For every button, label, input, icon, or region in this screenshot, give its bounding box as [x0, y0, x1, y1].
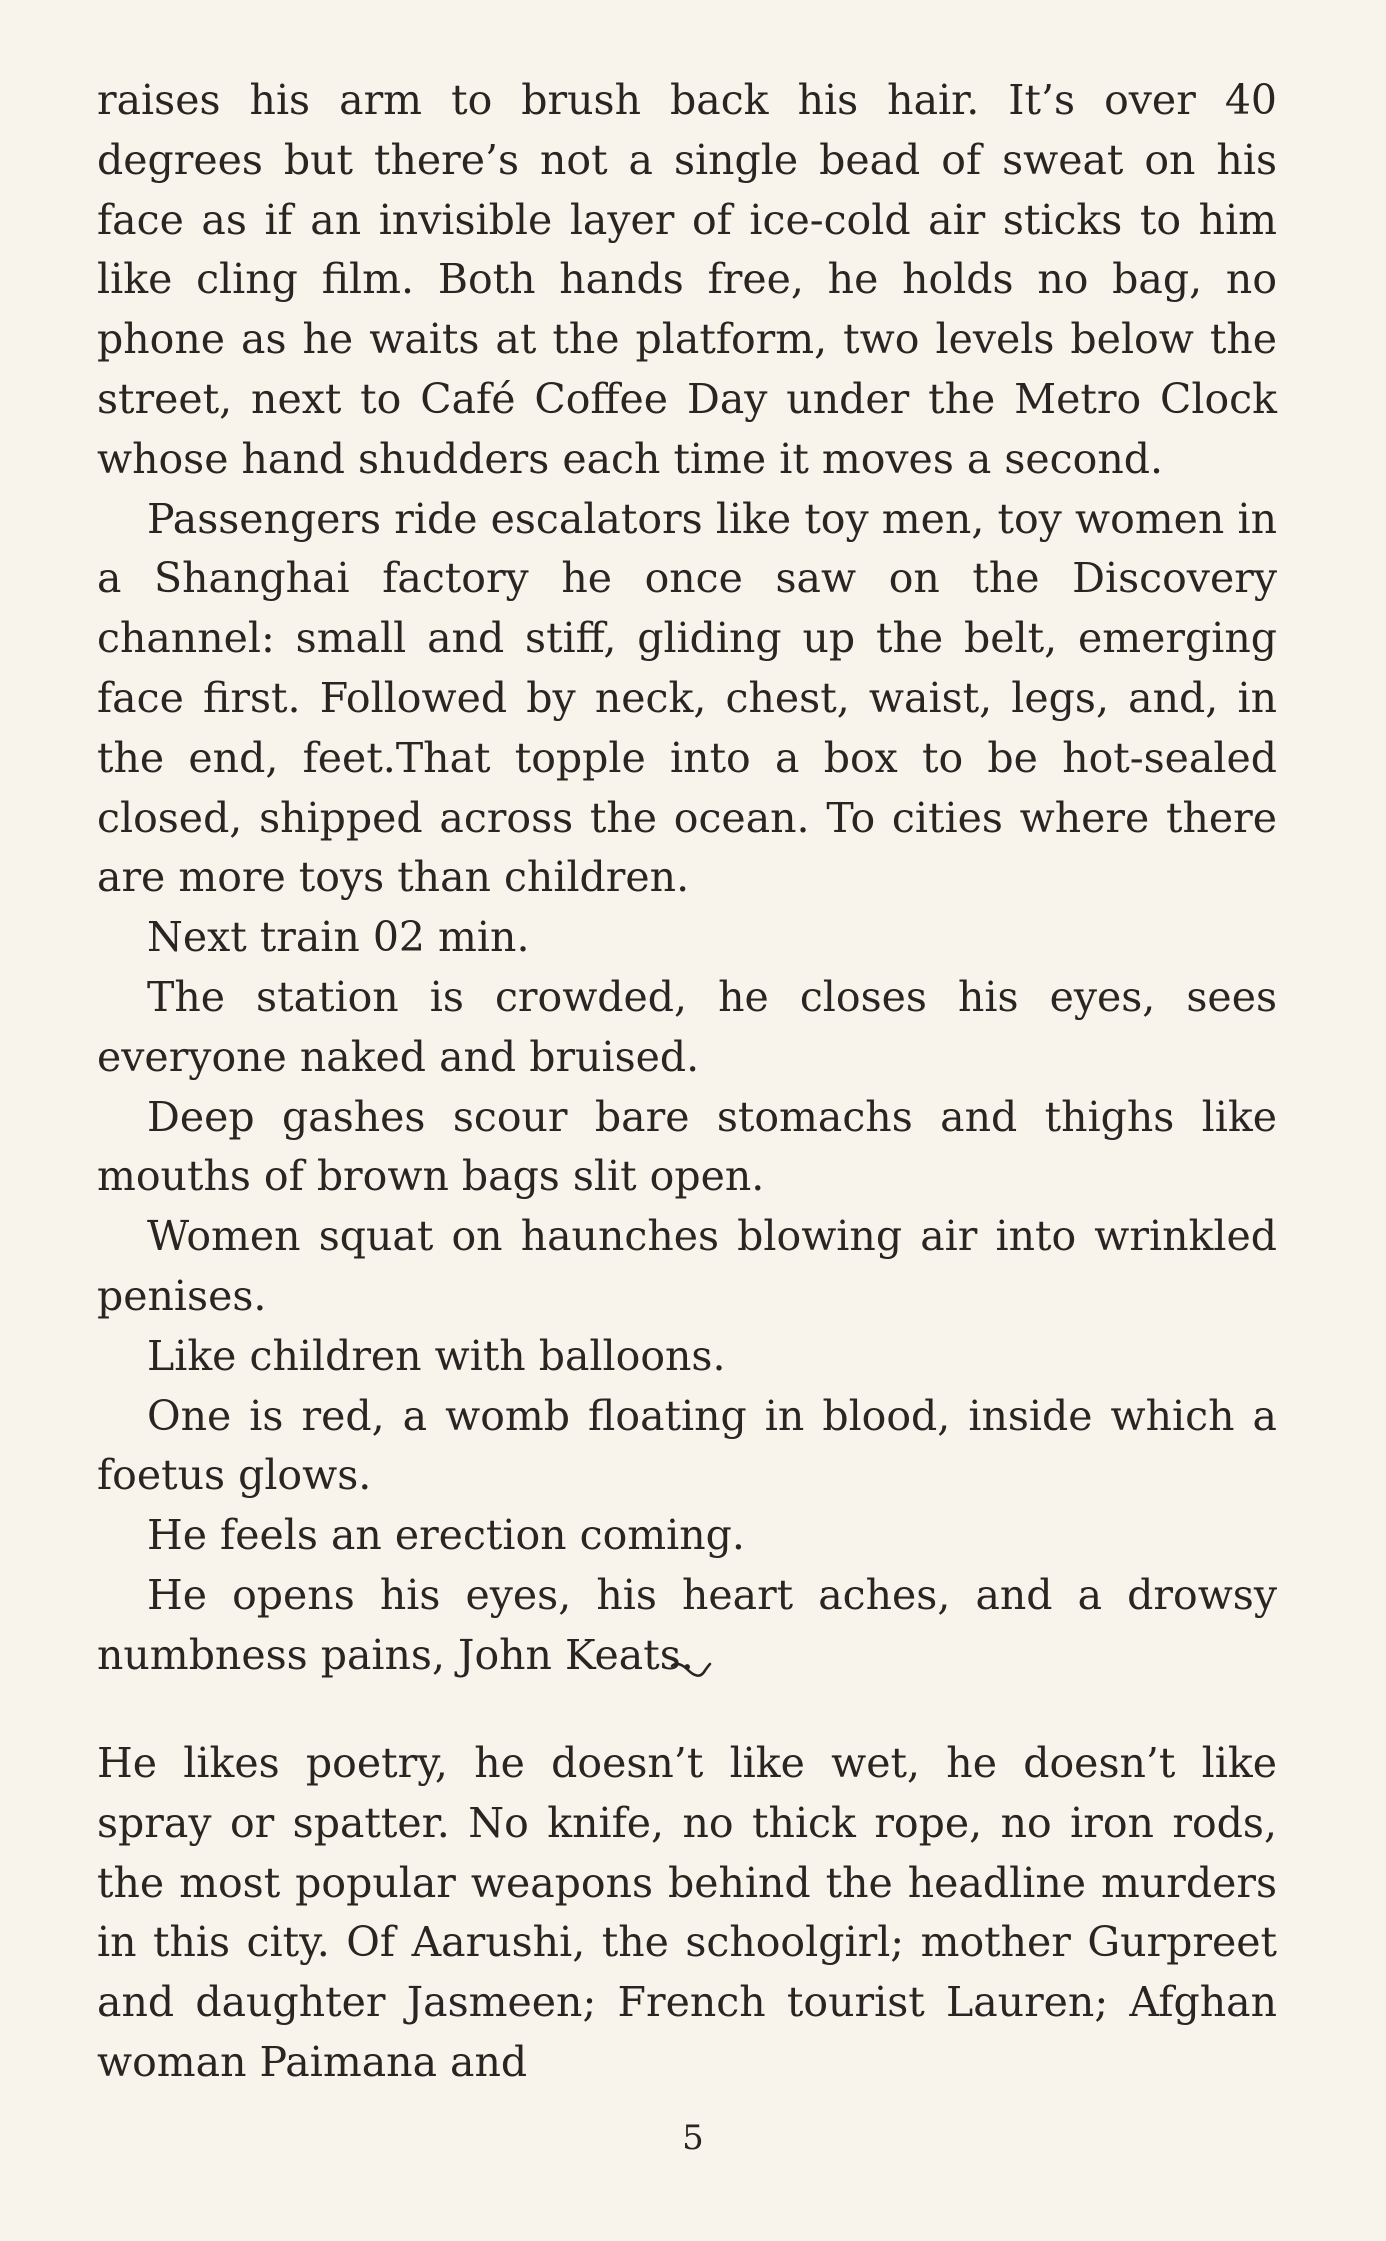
paragraph: Women squat on haunches blowing air into wrinkled penises. — [97, 1212, 1277, 1320]
paragraph: One is red, a womb floating in blood, inside which a foetus glows. — [97, 1391, 1277, 1500]
paragraph: He feels an erection coming. — [147, 1511, 745, 1560]
paragraph: Passengers ride escalators like toy men, toy women in a Shanghai factory he once saw on the Discovery channel: small and stiff, gliding up the belt, emerging face first. Followed by neck, chest, waist, legs, and, in the end, feet.That topple into a box to be hot-sealed closed, shipped across the ocean. To cities where there are more toys than children. — [97, 494, 1277, 902]
page-number: 5 — [682, 2118, 704, 2158]
paragraph: Deep gashes scour bare stomachs and thighs like mouths of brown bags slit open. — [97, 1092, 1277, 1201]
tilde-swash-icon — [666, 1658, 716, 1682]
paragraph: He likes poetry, he doesn’t like wet, he doesn’t like spray or spatter. No knife, no thick rope, no iron rods, the most popular weapons behind the headline murders in this city. Of Aarushi, the schoolgirl; mother Gurpreet and daughter Jasmeen; French tourist Lauren; Afghan woman Paimana and — [97, 1739, 1277, 2086]
paragraph: Next train 02 min. — [147, 913, 530, 962]
paragraph: Like children with balloons. — [147, 1331, 726, 1380]
text-section-top — [97, 71, 1277, 1686]
paragraph: The station is crowded, he closes his eyes, sees everyone naked and bruised. — [97, 972, 1277, 1081]
paragraph: He opens his eyes, his heart aches, and a drowsy numbness pains, John Keats. — [97, 1570, 1277, 1679]
paragraph: raises his arm to brush back his hair. It’s over 40 degrees but there’s not a single bead of sweat on his face as if an invisible layer of ice-cold air sticks to him like cling film. Both hands free, he holds no bag, no phone as he waits at the platform, two levels below the street, next to Café Coffee Day under the Metro Clock whose hand shudders each time it moves a second. — [97, 76, 1277, 483]
text-section-bottom — [97, 1734, 1277, 2093]
